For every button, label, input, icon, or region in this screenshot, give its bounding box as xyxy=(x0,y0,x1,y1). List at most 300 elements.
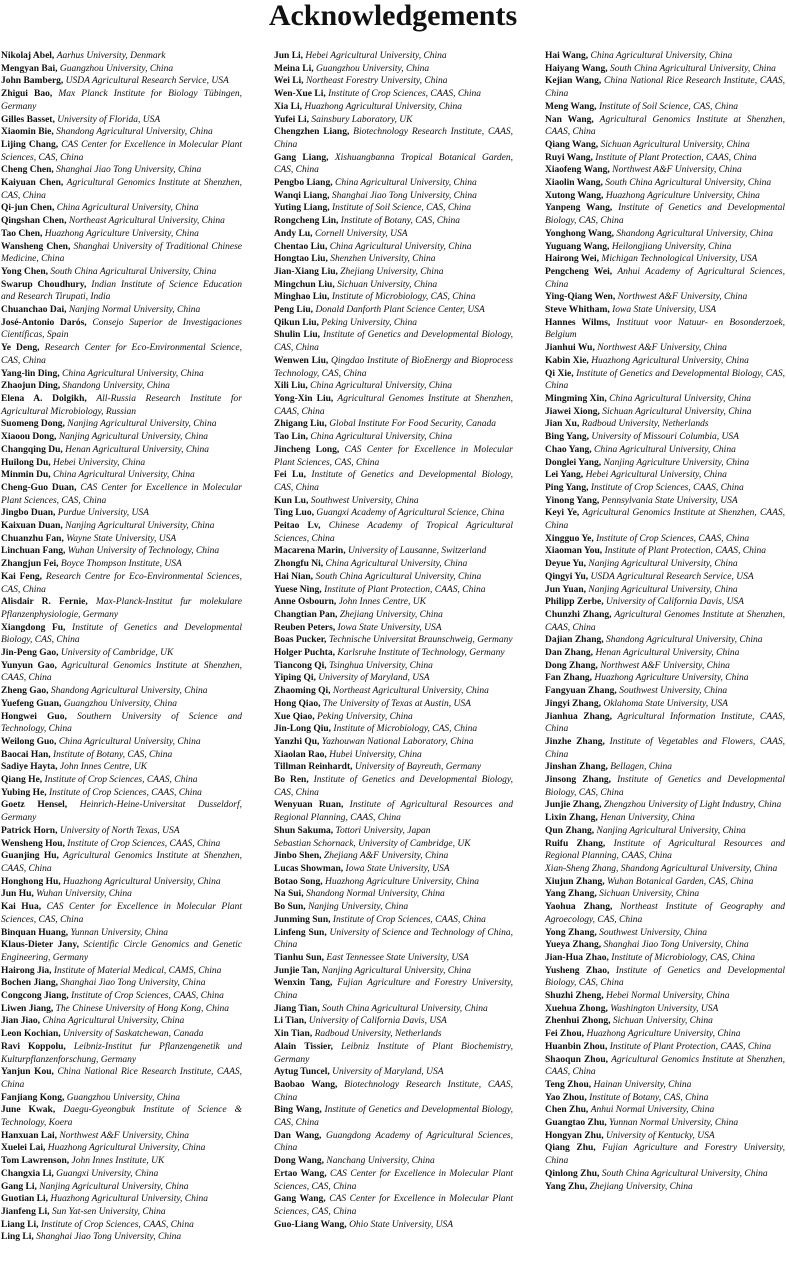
acknowledgement-entry xyxy=(1,1231,242,1244)
person-name: Tillman Reinhardt, xyxy=(274,762,353,773)
affiliation: Institute of Genetics and Developmental Biology, CAS, China xyxy=(274,775,514,798)
acknowledgement-entry xyxy=(545,291,785,304)
person-name: Congcong Jiang, xyxy=(1,991,69,1002)
person-name: Changqing Du, xyxy=(1,444,63,455)
person-name: Nikolaj Abel, xyxy=(1,51,55,61)
acknowledgement-entry xyxy=(274,50,513,63)
acknowledgement-entry xyxy=(545,1003,785,1016)
person-name: Wanqi Liang, xyxy=(274,190,330,201)
person-name: Kaiyuan Chen, xyxy=(1,178,64,189)
column-2 xyxy=(274,50,513,1231)
person-name: Kun Lu, xyxy=(274,495,309,506)
affiliation: Boyce Thompson Institute, USA xyxy=(60,559,182,570)
affiliation: Shandong Agricultural University, China xyxy=(56,127,213,138)
affiliation: Washington University, USA xyxy=(610,1003,719,1014)
person-name: Rongcheng Lin, xyxy=(274,216,339,227)
person-name: Jinshan Zhang, xyxy=(545,762,608,773)
person-name: Yong Zhang, xyxy=(545,927,597,938)
affiliation: China Agricultural University, China xyxy=(334,178,477,189)
person-name: Yunyun Gao, xyxy=(1,660,57,671)
affiliation: Wayne State University, USA xyxy=(66,533,177,544)
affiliation: Sichuan University, China xyxy=(337,279,438,290)
person-name: Ping Yang, xyxy=(545,482,589,493)
affiliation: Leibniz Institute of Plant Biochemistry, Germany xyxy=(274,1041,514,1065)
acknowledgement-entry xyxy=(274,1155,513,1168)
person-name: Ting Luo, xyxy=(274,508,314,519)
acknowledgement-entry xyxy=(1,685,242,698)
affiliation: Max-Planck-Institut fur molekulare Pflanzenphysiologie, Germany xyxy=(1,597,242,620)
affiliation: Instituut voor Natuur- en Bosonderzoek, Belgium xyxy=(545,317,785,341)
person-name: Chentao Liu, xyxy=(274,241,328,252)
affiliation: Consejo Superior de Investigaciones Científicas, Spain xyxy=(1,317,243,341)
affiliation: Bellagen, China xyxy=(610,762,672,773)
person-name: Jin-Long Qiu, xyxy=(274,724,332,735)
acknowledgement-entry xyxy=(1,114,242,127)
person-name: Junjie Zhang, xyxy=(545,800,602,811)
affiliation: Sun Yat-sen University, China xyxy=(51,1206,166,1217)
person-name: Hai Nian, xyxy=(274,571,314,582)
person-name: Wei Li, xyxy=(274,76,304,87)
affiliation: Nanchang University, China xyxy=(326,1156,435,1167)
person-name: Jin-Peng Gao, xyxy=(1,648,59,659)
affiliation: University of Missouri Columbia, USA xyxy=(591,432,739,443)
affiliation: University of California Davis, USA xyxy=(605,597,744,608)
person-name: Jun Hu, xyxy=(1,889,34,900)
affiliation: Sichuan Agricultural University, China xyxy=(600,139,750,150)
person-name: Wenxin Tang, xyxy=(274,978,333,989)
person-name: Wenyuan Ruan, xyxy=(274,800,344,811)
acknowledgement-entry xyxy=(274,1015,513,1028)
affiliation: Institute of Agricultural Resources and Regional Planning, CAAS, China xyxy=(274,800,514,824)
person-name: Tiancong Qi, xyxy=(274,660,327,671)
acknowledgement-entry xyxy=(545,202,785,227)
affiliation: Biotechnology Research Institute, CAAS, China xyxy=(274,127,514,150)
affiliation: Shanghai Jiao Tong University, China xyxy=(36,1232,182,1243)
acknowledgement-entry xyxy=(545,1092,785,1105)
acknowledgement-entry xyxy=(1,558,242,571)
person-name: Yao Zhou, xyxy=(545,1092,587,1103)
acknowledgement-entry xyxy=(545,507,785,532)
person-name: Wensheng Hou, xyxy=(1,838,65,849)
acknowledgement-entry xyxy=(1,126,242,139)
affiliation: Institute of Vegetables and Flowers, CAAS, China xyxy=(545,736,786,760)
acknowledgement-entry xyxy=(274,152,513,177)
acknowledgement-entry xyxy=(1,927,242,940)
acknowledgement-entry xyxy=(1,647,242,660)
acknowledgement-entry xyxy=(545,1142,785,1167)
person-name: Yiping Qi, xyxy=(274,673,316,684)
person-name: Yang Zhang, xyxy=(545,889,597,900)
acknowledgement-entry xyxy=(1,1206,242,1219)
affiliation: Hebei Normal University, China xyxy=(606,991,730,1002)
affiliation: Institute of Plant Protection, CAAS, China xyxy=(604,546,766,557)
acknowledgement-entry xyxy=(274,1066,513,1079)
acknowledgement-entry xyxy=(1,266,242,279)
acknowledgement-entry xyxy=(545,228,785,241)
person-name: Xutong Wang, xyxy=(545,190,604,201)
person-name: Qikun Liu, xyxy=(274,317,319,328)
person-name: Donglei Yang, xyxy=(545,457,602,468)
acknowledgement-entry xyxy=(274,584,513,597)
column-1 xyxy=(1,50,242,1244)
acknowledgement-entry xyxy=(274,114,513,127)
affiliation: Shandong Agricultural University, China xyxy=(50,686,208,697)
acknowledgement-entry xyxy=(1,1015,242,1028)
person-name: Jinsong Zhang, xyxy=(545,775,612,786)
affiliation: University of Science and Technology of China, China xyxy=(274,927,513,951)
person-name: Hai Wang, xyxy=(545,51,589,61)
affiliation: Research Center for Eco-Environmental Science, CAS, China xyxy=(1,343,242,366)
acknowledgement-entry xyxy=(1,1028,242,1041)
column-3 xyxy=(545,50,785,1193)
affiliation: Southern University of Science and Technology, China xyxy=(1,711,243,735)
acknowledgement-entry xyxy=(1,520,242,533)
acknowledgement-entry xyxy=(274,1168,513,1193)
affiliation: China Agricultural University, China xyxy=(609,393,751,404)
acknowledgement-entry xyxy=(274,469,513,494)
affiliation: Nanjing University, China xyxy=(308,902,409,913)
affiliation: Northeast Institute of Geography and Agroecology, CAS, China xyxy=(545,902,786,925)
page-title: Acknowledgements xyxy=(268,0,518,32)
affiliation: Sichuan University, China xyxy=(612,1016,713,1027)
affiliation: Agricultural Genomes Institute at Shenzhen, CAAS, China xyxy=(545,609,785,633)
acknowledgement-columns xyxy=(0,50,786,1271)
acknowledgement-entry xyxy=(545,241,785,254)
person-name: Macarena Marin, xyxy=(274,546,346,557)
affiliation: Agricultural Genomics Institute at Shenzhen, CAS, China xyxy=(1,178,242,201)
acknowledgement-entry xyxy=(274,241,513,254)
acknowledgement-entry xyxy=(274,228,513,241)
person-name: Bo Ren, xyxy=(274,775,309,786)
affiliation: Xishuangbanna Tropical Botanical Garden, CAS, China xyxy=(274,152,514,176)
acknowledgement-entry xyxy=(274,609,513,622)
acknowledgement-entry xyxy=(545,190,785,203)
person-name: Changxia Li, xyxy=(1,1168,54,1179)
acknowledgement-entry xyxy=(545,1054,785,1079)
affiliation: John Innes Centre, UK xyxy=(338,597,426,608)
person-name: Honghong Hu, xyxy=(1,876,61,887)
affiliation: CAS Center for Excellence in Molecular Plant Sciences, CAS, China xyxy=(1,902,243,925)
person-name: Xiaomin Bie, xyxy=(1,127,54,138)
person-name: Lucas Showman, xyxy=(274,864,344,874)
affiliation: Henan Agricultural University, China xyxy=(595,648,740,659)
acknowledgement-entry xyxy=(274,329,513,354)
person-name: Kai Hua, xyxy=(1,902,42,913)
affiliation: Huazhong Agricultural University, China xyxy=(50,1194,209,1205)
affiliation: Northwest A&F University, China xyxy=(597,343,727,354)
acknowledgement-entry xyxy=(274,177,513,190)
person-name: Jian-Xiang Liu, xyxy=(274,266,338,277)
person-name: Nan Wang, xyxy=(545,114,594,125)
acknowledgement-entry xyxy=(1,1092,242,1105)
person-name: Chen Zhu, xyxy=(545,1105,589,1116)
affiliation: Guangzhou University, China xyxy=(63,698,177,709)
acknowledgement-entry xyxy=(1,749,242,762)
acknowledgement-entry xyxy=(274,101,513,114)
acknowledgement-entry xyxy=(1,596,242,621)
affiliation: Sichuan University, China xyxy=(599,889,700,900)
person-name: Reuben Peters, xyxy=(274,622,336,633)
affiliation: University of Kentucky, USA xyxy=(606,1130,715,1141)
acknowledgement-entry xyxy=(545,75,785,100)
acknowledgement-entry xyxy=(545,660,785,673)
person-name: Tao Chen, xyxy=(1,228,43,239)
acknowledgement-entry xyxy=(545,393,785,406)
person-name: Chunzhi Zhang, xyxy=(545,609,612,620)
affiliation: Anhui Academy of Agricultural Sciences, China xyxy=(545,266,786,290)
person-name: Alisdair R. Fernie, xyxy=(1,597,88,608)
acknowledgement-entry xyxy=(274,571,513,584)
affiliation: Institute of Microbiology, CAS, China xyxy=(611,952,755,963)
acknowledgement-entry xyxy=(274,1104,513,1129)
person-name: Yang-lin Ding, xyxy=(1,368,60,379)
affiliation: Huazhong Agriculture University, China xyxy=(44,228,199,239)
acknowledgement-entry xyxy=(274,1003,513,1016)
affiliation: Henan University, China xyxy=(600,813,695,824)
person-name: Guo-Liang Wang, xyxy=(274,1219,347,1230)
acknowledgement-entry xyxy=(274,1079,513,1104)
affiliation: Shandong Agricultural University, China xyxy=(605,635,763,646)
acknowledgement-entry xyxy=(1,380,242,393)
acknowledgement-entry xyxy=(274,291,513,304)
acknowledgement-entry xyxy=(274,761,513,774)
person-name: Xuelei Lai, xyxy=(1,1143,46,1154)
affiliation: CAS Center for Excellence in Molecular Plant Sciences, CAS, China xyxy=(274,1194,513,1217)
acknowledgement-entry xyxy=(1,1130,242,1143)
acknowledgement-entry xyxy=(274,850,513,863)
acknowledgement-entry xyxy=(545,1028,785,1041)
acknowledgement-entry xyxy=(1,545,242,558)
acknowledgement-entry xyxy=(545,698,785,711)
acknowledgement-entry xyxy=(545,774,785,799)
affiliation: All-Russia Research Institute for Agricultural Microbiology, Russian xyxy=(1,393,242,417)
person-name: Andy Lu, xyxy=(274,228,313,239)
person-name: Liang Li, xyxy=(1,1219,39,1230)
acknowledgement-entry xyxy=(274,622,513,635)
acknowledgement-entry xyxy=(274,698,513,711)
acknowledgement-entry xyxy=(1,228,242,241)
person-name: Xiujun Zhang, xyxy=(545,876,605,887)
affiliation: John Innes Centre, UK xyxy=(59,762,148,773)
acknowledgement-entry xyxy=(545,444,785,457)
acknowledgement-entry xyxy=(274,965,513,978)
person-name: Dan Wang, xyxy=(274,1130,322,1141)
person-name: Cheng Chen, xyxy=(1,165,54,176)
person-name: Wen-Xue Li, xyxy=(274,89,326,100)
affiliation: Institute of Soil Science, CAS, China xyxy=(332,203,472,214)
person-name: Klaus-Dieter Jany, xyxy=(1,940,79,951)
acknowledgement-entry xyxy=(274,380,513,393)
person-name: Junming Sun, xyxy=(274,914,331,925)
affiliation: Shanghai Jiao Tong University, China xyxy=(331,190,477,201)
acknowledgement-entry xyxy=(545,1130,785,1143)
affiliation: Research Centre for Eco-Environmental Sciences, CAS, China xyxy=(1,571,242,595)
person-name: Leon Kochian, xyxy=(1,1029,61,1040)
person-name: Ling Li, xyxy=(1,1232,34,1243)
affiliation: South China Agricultural University, China xyxy=(601,1168,768,1179)
affiliation: Wuhan University of Technology, China xyxy=(67,546,220,557)
acknowledgement-entry xyxy=(545,825,785,838)
affiliation: CAS Center for Excellence in Molecular Plant Sciences, CAS, China xyxy=(274,444,514,468)
acknowledgement-entry xyxy=(1,88,242,113)
affiliation: Huazhong Agriculture University, China xyxy=(586,1029,741,1040)
affiliation: University of Maryland, USA xyxy=(318,673,430,684)
person-name: Baobao Wang, xyxy=(274,1079,338,1090)
acknowledgement-entry xyxy=(545,431,785,444)
affiliation: Tottori University, Japan xyxy=(335,825,431,836)
person-name: Li Tian, xyxy=(274,1016,307,1027)
acknowledgement-entry xyxy=(545,685,785,698)
person-name: Keyi Ye, xyxy=(545,508,580,519)
affiliation: Cornell University, USA xyxy=(314,228,408,239)
person-name: Xuehua Zhong, xyxy=(545,1003,608,1014)
acknowledgement-entry xyxy=(1,774,242,787)
person-name: Xiangdong Fu, xyxy=(1,622,66,633)
person-name: June Kwak, xyxy=(1,1105,56,1116)
acknowledgement-entry xyxy=(545,952,785,965)
affiliation: John Innes Institute, UK xyxy=(71,1156,165,1167)
affiliation: Global Institute For Food Security, Canada xyxy=(329,419,496,430)
affiliation: Radboud University, Netherlands xyxy=(314,1029,442,1040)
person-name: Qiang Zhu, xyxy=(545,1143,596,1154)
acknowledgement-entry xyxy=(1,368,242,381)
person-name: Linfeng Sun, xyxy=(274,927,327,938)
acknowledgement-entry xyxy=(1,241,242,266)
person-name: Hanxuan Lai, xyxy=(1,1130,57,1141)
person-name: Patrick Horn, xyxy=(1,825,58,836)
affiliation: Chinese Academy of Tropical Agricultural Sciences, China xyxy=(274,521,513,544)
acknowledgement-entry xyxy=(274,355,513,380)
acknowledgement-entry xyxy=(1,838,242,851)
affiliation: Southwest University, China xyxy=(619,686,728,697)
person-name: John Bamberg, xyxy=(1,76,64,87)
person-name: Steve Whitham, xyxy=(545,305,610,316)
affiliation: Nanjing Agricultural University, China xyxy=(321,965,471,976)
acknowledgement-entry xyxy=(545,672,785,685)
affiliation: Institute of Genetics and Developmental Biology, CAS, China xyxy=(545,965,786,989)
acknowledgement-entry xyxy=(545,876,785,889)
person-name: Yanpeng Wang, xyxy=(545,203,613,214)
person-name: Jinbo Shen, xyxy=(274,851,322,862)
affiliation: Agricultural Genomics Institute at Shenzhen, CAAS, China xyxy=(1,851,243,874)
person-name: Lijing Chang, xyxy=(1,139,59,150)
acknowledgement-entry xyxy=(1,1168,242,1181)
acknowledgement-entry xyxy=(545,1104,785,1117)
person-name: Xiaoman You, xyxy=(545,546,603,557)
affiliation: Sichuan Agricultural University, China xyxy=(602,406,752,417)
acknowledgement-entry xyxy=(274,774,513,799)
affiliation: Oklahoma State University, USA xyxy=(603,698,728,709)
affiliation: Institute of Genetics and Developmental Biology, CAS, China xyxy=(1,622,242,646)
acknowledgement-entry xyxy=(274,1193,513,1218)
person-name: Zhigang Liu, xyxy=(274,419,327,430)
person-name: Hannes Wilms, xyxy=(545,317,611,328)
affiliation: Agricultural Genomics Institute at Shenzhen, CAAS, China xyxy=(545,508,786,532)
acknowledgement-entry xyxy=(1,888,242,901)
affiliation: Institute of Agricultural Resources and Regional Planning, CAAS, China xyxy=(545,838,786,862)
affiliation: Hebei Agricultural University, China xyxy=(305,51,447,61)
affiliation: Wuhan Botanical Garden, CAS, China xyxy=(607,876,754,887)
affiliation: Iowa State University, USA xyxy=(345,864,450,874)
person-name: Hairong Wei, xyxy=(545,254,600,265)
acknowledgement-entry xyxy=(545,596,785,609)
acknowledgement-entry xyxy=(1,444,242,457)
person-name: Bing Yang, xyxy=(545,432,589,443)
person-name: Yueya Zhang, xyxy=(545,940,602,951)
acknowledgement-entry xyxy=(274,1130,513,1155)
affiliation: Institute of Crop Sciences, CAAS, China xyxy=(332,914,486,925)
person-name: Guangtao Zhu, xyxy=(545,1118,607,1129)
affiliation: Huazhong Agriculture University, China xyxy=(605,190,760,201)
person-name: Zhigui Bao, xyxy=(1,89,53,100)
affiliation: Institute of Material Medical, CAMS, China xyxy=(53,965,222,976)
person-name: Fanjiang Kong, xyxy=(1,1092,65,1103)
acknowledgement-entry xyxy=(274,685,513,698)
person-name: Changtian Pan, xyxy=(274,609,338,620)
person-name: Liwen Jiang, xyxy=(1,1003,54,1014)
affiliation: Hebei Agricultural University, China xyxy=(585,470,727,481)
acknowledgement-entry xyxy=(274,126,513,151)
person-name: Fangyuan Zhang, xyxy=(545,686,617,697)
person-name: Jiawei Xiong, xyxy=(545,406,600,417)
affiliation: China Agricultural University, China xyxy=(594,444,736,455)
affiliation: Zhejiang A&F University, China xyxy=(323,851,449,862)
acknowledgement-entry xyxy=(1,850,242,875)
acknowledgement-entry xyxy=(1,342,242,367)
person-name: Kabin Xie, xyxy=(545,355,589,366)
person-name: Xian-Sheng Zhang, xyxy=(545,864,619,874)
affiliation: East Tennessee State University, USA xyxy=(326,952,469,963)
acknowledgement-entry xyxy=(1,901,242,926)
person-name: Qi-jun Chen, xyxy=(1,203,55,214)
affiliation: Yunnan University, China xyxy=(70,927,169,938)
acknowledgement-entry xyxy=(1,571,242,596)
affiliation: Guangzhou University, China xyxy=(315,63,430,74)
person-name: Jiang Tian, xyxy=(274,1003,320,1014)
person-name: Elena A. Dolgikh, xyxy=(1,393,87,404)
person-name: Gang Liang, xyxy=(274,152,329,163)
person-name: Jian-Hua Zhao, xyxy=(545,952,609,963)
affiliation: Shandong Agricultural University, China xyxy=(620,864,778,874)
acknowledgement-entry xyxy=(274,876,513,889)
affiliation: China Agricultural University, China xyxy=(53,470,195,481)
affiliation: Northwest A&F University, China xyxy=(59,1130,190,1141)
affiliation: Institute of Genetics and Developmental Biology, CAS, China xyxy=(545,775,785,798)
acknowledgement-entry xyxy=(1,711,242,736)
person-name: Mingchun Liu, xyxy=(274,279,335,290)
affiliation: Institute of Crop Sciences, CAAS, China xyxy=(70,991,224,1002)
affiliation: University of Bayreuth, Germany xyxy=(354,762,482,773)
affiliation: Nanjing Agricultural University, China xyxy=(588,584,738,595)
acknowledgement-entry xyxy=(1,799,242,824)
acknowledgement-entry xyxy=(1,418,242,431)
acknowledgement-entry xyxy=(274,901,513,914)
affiliation: Heinrich-Heine-Universitat Dusseldorf, Germany xyxy=(1,800,242,824)
affiliation: Institute of Microbiology, CAS, China xyxy=(331,292,476,303)
affiliation: Tsinghua University, China xyxy=(329,660,433,671)
affiliation: Nanjing Agricultural University, China xyxy=(65,521,215,532)
person-name: Deyue Yu, xyxy=(545,559,586,570)
acknowledgement-entry xyxy=(545,901,785,926)
person-name: Guanjing Hu, xyxy=(1,851,59,862)
affiliation: Southwest University, China xyxy=(310,495,419,506)
person-name: Zhenhui Zhong, xyxy=(545,1016,611,1027)
person-name: Kaixuan Duan, xyxy=(1,521,63,532)
affiliation: Institute of Soil Science, CAS, China xyxy=(598,101,738,112)
person-name: Xili Liu, xyxy=(274,381,308,392)
acknowledgement-entry xyxy=(545,266,785,291)
person-name: Kejian Wang, xyxy=(545,76,602,87)
